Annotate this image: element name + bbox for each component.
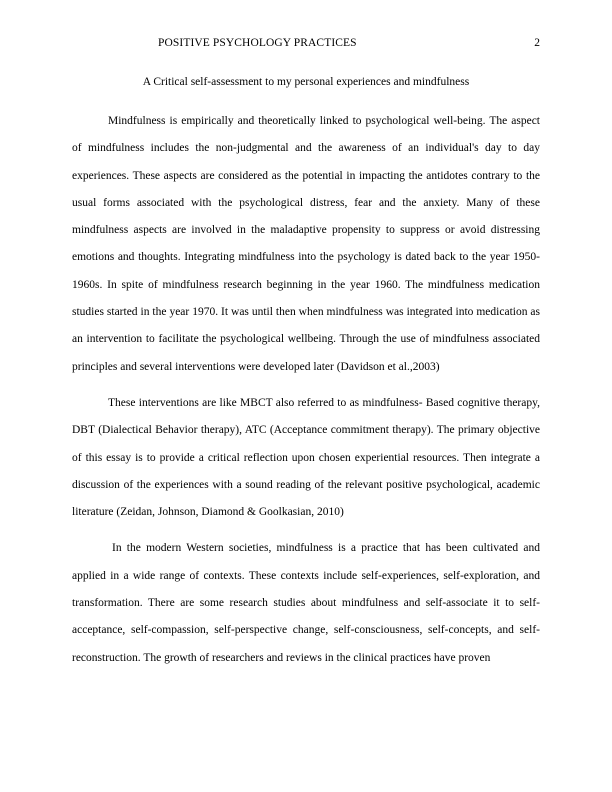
running-head: POSITIVE PSYCHOLOGY PRACTICES: [158, 37, 357, 49]
document-title: A Critical self-assessment to my personal experiences and mindfulness: [142, 76, 470, 88]
body-text: [72, 108, 540, 681]
page-number: 2: [534, 37, 540, 49]
paragraph-2: These interventions are like MBCT also referred to as mindfulness- Based cognitive therapy, DBT (Dialectical Behavior therapy), ATC (Acceptance commitment therapy). The primary objective of this essay is to provide a critical reflection upon chosen experiential resources. Then integrate a discussion of the experiences with a sound reading of the relevant positive psychological, academic literature (Zeidan, Johnson, Diamond & Goolkasian, 2010): [72, 396, 540, 519]
paragraph-1: Mindfulness is empirically and theoretically linked to psychological well-being. The aspect of mindfulness includes the non-judgmental and the awareness of an individual's day to day experiences. These aspects are considered as the potential in impacting the antidotes contrary to the usual forms associated with the psychological distress, fear and the anxiety. Many of these mindfulness aspects are involved in the maladaptive propensity to suppress or avoid distressing emotions and thoughts. Integrating mindfulness into the psychology is dated back to the year 1950-1960s. In spite of mindfulness research beginning in the year 1960. The mindfulness medication studies started in the year 1970. It was until then when mindfulness was integrated into medication as an intervention to facilitate the psychological wellbeing. Through the use of mindfulness associated principles and several interventions were developed later (Davidson et al.,2003): [72, 115, 540, 373]
paragraph-3: In the modern Western societies, mindfulness is a practice that has been cultivated and applied in a wide range of contexts. These contexts include self-experiences, self-exploration, and transformation. There are some research studies about mindfulness and self-associate it to self-acceptance, self-compassion, self-perspective change, self-consciousness, self-concepts, and self-reconstruction. The growth of researchers and reviews in the clinical practices have proven: [72, 542, 540, 664]
